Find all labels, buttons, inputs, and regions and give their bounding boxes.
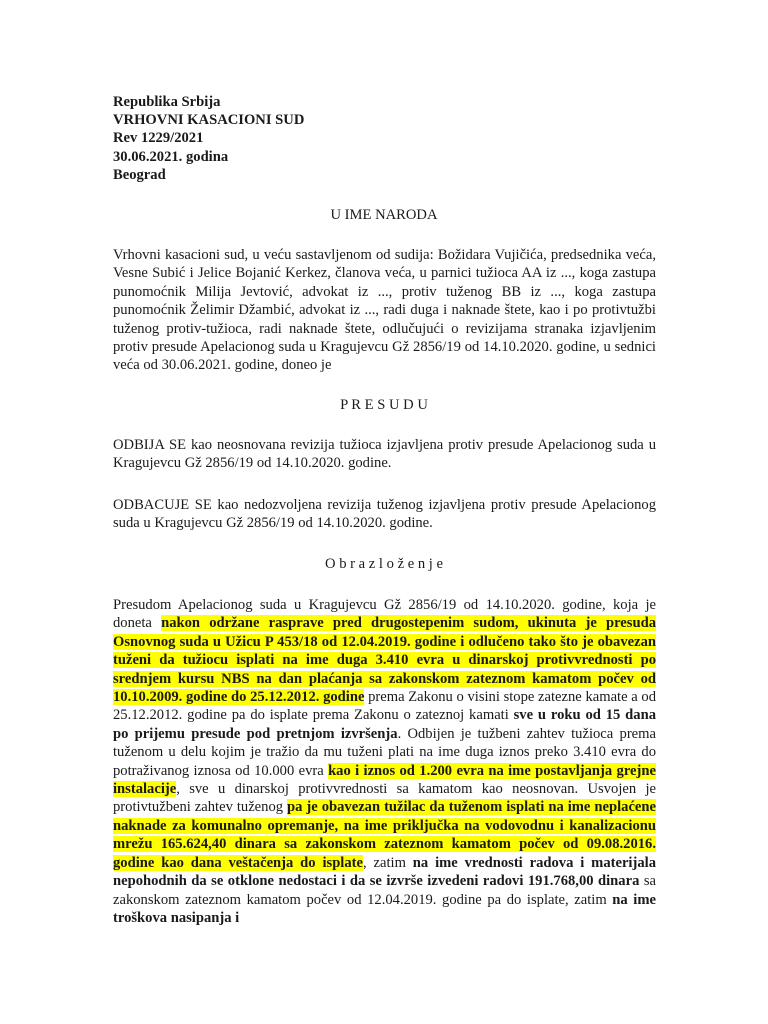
case-number: Rev 1229/2021 [113, 130, 204, 147]
reasoning-text: . Odbijen je tužbeni zahtev tužioca prema tuženom u delu kojim je tražio da mu tuženi plati na ime duga iznos preko 3.410 evra do potraživanog iznosa od 10.000 evra [113, 725, 656, 779]
ruling-dismiss-defendant-revision: ODBACUJE SE kao nedozvoljena revizija tuženog izjavljena protiv presude Apelacionog suda u Kragujevcu Gž 2856/19 od 14.10.2020. godine. [113, 497, 656, 532]
court-city: Beograd [113, 166, 166, 183]
verdict-heading: P R E S U D U [340, 397, 428, 413]
reasoning-text: Presudom Apelacionog suda u Kragujevcu Gž 2856/19 od 14.10.2020. godine, koja je doneta [113, 597, 656, 632]
ruling-reject-plaintiff-revision: ODBIJA SE kao neosnovana revizija tužioca izjavljena protiv presude Apelacionog suda u Kragujevcu Gž 2856/19 od 14.10.2020. godine. [113, 437, 656, 472]
highlighted-heating-amount: kao i iznos od 1.200 evra na ime postavljanja grejne instalacije [113, 762, 656, 798]
highlighted-counterclaim-award: pa je obavezan tužilac da tuženom isplati na ime neplaćene naknade za komunalno opremanje, na ime priključka na vodovodnu i kanalizacionu mrežu 165.624,40 dinara sa zakonskom zateznom kamatom počev od 09.08.2016. godine kao dana veštačenja do isplate [113, 799, 656, 871]
reasoning-text: sa zakonskom zateznom kamatom počev od 12.04.2019. godine pa do isplate, zatim [113, 873, 657, 908]
reasoning-text: , zatim [363, 854, 413, 871]
court-header [113, 93, 304, 184]
intro-paragraph: Vrhovni kasacioni sud, u veću sastavljenom od sudija: Božidara Vujičića, predsednika veća, Vesne Subić i Jelice Bojanić Kerkez, članova veća, u parnici tužioca AA iz ..., koga zastupa punomoćnik Milija Jevtović, advokat iz ..., protiv tuženog BB iz ..., koga zastupa punomoćnik Želimir Džambić, advokat iz ..., radi duga i naknade štete, kao i po protivtužbi tuženog protiv-tužioca, radi naknade štete, odlučujući o revizijama stranaka izjavljenim protiv presude Apelacionog suda u Kragujevcu Gž 2856/19 od 14.10.2020. godine, u sednici veća od 30.06.2021. godine, doneo je [113, 247, 656, 374]
highlighted-appeal-ruling: nakon održane rasprave pred drugostepenim sudom, ukinuta je presuda Osnovnog suda u Užicu P 453/18 od 12.04.2019. godine i odlučeno tako što je obavezan tuženi da tužiocu isplati na ime duga 3.410 evra u dinarskoj protivvrednosti po srednjem kursu NBS na dan plaćanja sa zakonskom zateznom kamatom počev od 10.10.2009. godine do 25.12.2012. godine [113, 615, 656, 706]
court-name: VRHOVNI KASACIONI SUD [113, 112, 305, 129]
bold-filling-costs: na ime troškova nasipanja i [113, 891, 656, 926]
in-name-of-people-heading: U IME NARODA [330, 207, 438, 223]
bold-works-value: na ime vrednosti radova i materijala nepohodnih da se otklone nedostaci i da se izvrše izvedeni radovi 191.768,00 dinara [113, 854, 656, 890]
decision-date: 30.06.2021. godina [113, 148, 229, 165]
reasoning-paragraph [113, 596, 656, 927]
country-name: Republika Srbija [113, 94, 221, 110]
reasoning-text: prema Zakonu o visini stope zatezne kamate a od 25.12.2012. godine pa do isplate prema Zakonu o zateznoj kamati [113, 689, 656, 724]
reasoning-text: , sve u dinarskoj protivvrednosti sa kamatom kao neosnovan. Usvojen je protivtužbeni zahtev tuženog [113, 781, 656, 816]
bold-payment-deadline: sve u roku od 15 dana po prijemu presude pod pretnjom izvršenja [113, 707, 656, 742]
reasoning-heading: O b r a z l o ž e n j e [325, 556, 443, 572]
